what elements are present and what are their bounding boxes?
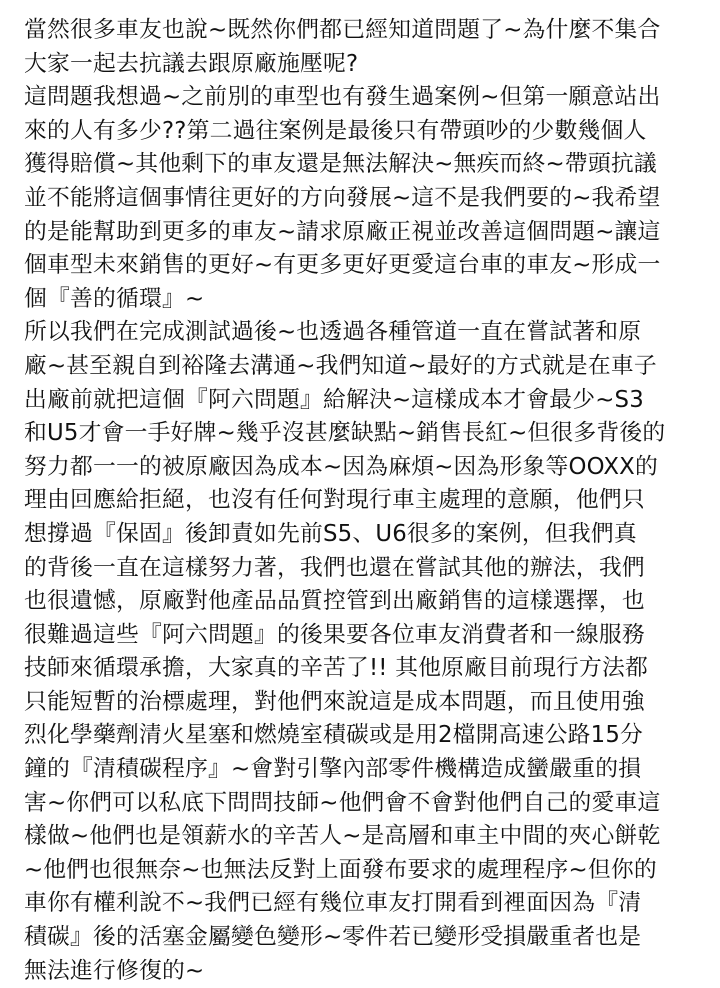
- post-text-line: 來的人有多少??第二過往案例是最後只有帶頭吵的少數幾個人: [24, 117, 647, 144]
- post-text-line: 積碳』後的活塞金屬變色變形~零件若已變形受損嚴重者也是: [24, 924, 642, 951]
- post-text-line: 害~你們可以私底下問問技師~他們會不會對他們自己的愛車這: [24, 789, 661, 816]
- post-text-line: 這問題我想過~之前別的車型也有發生過案例~但第一願意站出: [24, 84, 661, 111]
- post-text-line: 個『善的循環』~: [24, 285, 205, 312]
- post-text-line: 當然很多車友也說~既然你們都已經知道問題了~為什麼不集合: [24, 17, 661, 43]
- post-text-line: 獲得賠償~其他剩下的車友還是無法解決~無疾而終~帶頭抗議: [24, 151, 657, 178]
- post-text-line: 鐘的『清積碳程序』~會對引擎內部零件機構造成蠻嚴重的損: [24, 756, 642, 783]
- post-text-line: 和U5才會一手好牌~幾乎沒甚麼缺點~銷售長紅~但很多背後的: [24, 420, 666, 447]
- post-text-line: 樣做~他們也是領薪水的辛苦人~是高層和車主中間的夾心餅乾: [24, 823, 661, 850]
- post-text-line: 很難過這些『阿六問題』的後果要各位車友消費者和一線服務: [24, 621, 645, 648]
- post-text-line: 出廠前就把這個『阿六問題』給解決~這樣成本才會最少~S3: [24, 386, 644, 413]
- post-text-line: 技師來循環承擔，大家真的辛苦了!! 其他原廠目前現行方法都: [24, 655, 649, 682]
- post-text-line: 烈化學藥劑清火星塞和燃燒室積碳或是用2檔開高速公路15分: [24, 722, 644, 749]
- post-text-line: 想撐過『保固』後卸責如先前S5、U6很多的案例，但我們真: [24, 520, 637, 547]
- post-text-line: 的是能幫助到更多的車友~請求原廠正視並改善這個問題~讓這: [24, 218, 661, 245]
- post-text-line: 無法進行修復的~: [24, 957, 205, 984]
- post-text-line: 大家一起去抗議去跟原廠施壓呢?: [24, 50, 359, 77]
- post-text-line: 理由回應給拒絕，也沒有任何對現行車主處理的意願，他們只: [24, 487, 645, 514]
- post-text-line: 並不能將這個事情往更好的方向發展~這不是我們要的~我希望: [24, 184, 661, 211]
- post-text-line: ~他們也很無奈~也無法反對上面發布要求的處理程序~但你的: [24, 856, 657, 883]
- post-text-line: 個車型未來銷售的更好~有更多更好更愛這台車的車友~形成一: [24, 252, 661, 279]
- post-text-line: 只能短暫的治標處理，對他們來說這是成本問題，而且使用強: [24, 688, 645, 715]
- post-text-line: 廠~甚至親自到裕隆去溝通~我們知道~最好的方式就是在車子: [24, 352, 657, 379]
- post-text-line: 的背後一直在這樣努力著，我們也還在嘗試其他的辦法，我們: [24, 554, 645, 581]
- post-text-line: 車你有權利說不~我們已經有幾位車友打開看到裡面因為『清: [24, 890, 642, 917]
- post-text-line: 所以我們在完成測試過後~也透過各種管道一直在嘗試著和原: [24, 319, 642, 346]
- post-text-line: 努力都一一的被原廠因為成本~因為麻煩~因為形象等OOXX的: [24, 453, 658, 480]
- post-text-line: 也很遺憾，原廠對他產品品質控管到出廠銷售的這樣選擇，也: [24, 588, 645, 615]
